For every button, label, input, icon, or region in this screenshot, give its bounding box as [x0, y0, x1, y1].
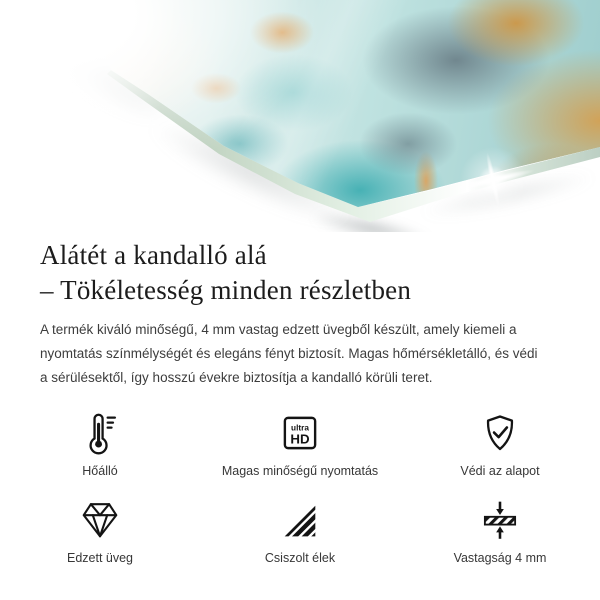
section-title	[40, 238, 560, 308]
feature-label: Magas minőségű nyomtatás	[221, 464, 379, 478]
diamond-icon	[77, 496, 123, 542]
ultra-hd-icon	[278, 411, 322, 455]
thickness-arrows-icon	[478, 498, 522, 542]
product-photo	[0, 0, 600, 232]
feature-label: Edzett üveg	[66, 551, 133, 565]
feature-heat-resistant	[0, 405, 200, 479]
feature-polished-edges	[200, 492, 400, 566]
section-description: A termék kiváló minőségű, 4 mm vastag edzett üvegből készült, amely kiemeli a nyomtatás színmélységét és elegáns fényt biztosít. Magas hőmérsékletálló, és védi a sérülésektől, így hosszú évekre biztosítja a kandalló körüli teret.	[40, 322, 538, 385]
text-block	[0, 232, 600, 390]
feature-label: Csiszolt élek	[264, 551, 336, 565]
feature-thickness	[400, 492, 600, 566]
section-title-line2: – Tökéletesség minden részletben	[40, 275, 412, 305]
ultra-hd-badge-bottom: HD	[290, 431, 310, 447]
feature-label: Védi az alapot	[460, 464, 540, 478]
shield-check-icon	[478, 411, 522, 455]
feature-label: Hőálló	[82, 464, 118, 478]
glass-panel-image	[0, 0, 600, 232]
ultra-hd-badge-top: ultra	[291, 423, 309, 433]
features-grid	[0, 405, 600, 566]
polished-edges-icon	[279, 500, 321, 542]
feature-print-quality	[200, 405, 400, 479]
section-title-line1: Alátét a kandalló alá	[40, 240, 267, 270]
feature-label: Vastagság 4 mm	[453, 551, 547, 565]
thermometer-icon	[77, 409, 123, 455]
feature-tempered-glass	[0, 492, 200, 566]
feature-protects-base	[400, 405, 600, 479]
